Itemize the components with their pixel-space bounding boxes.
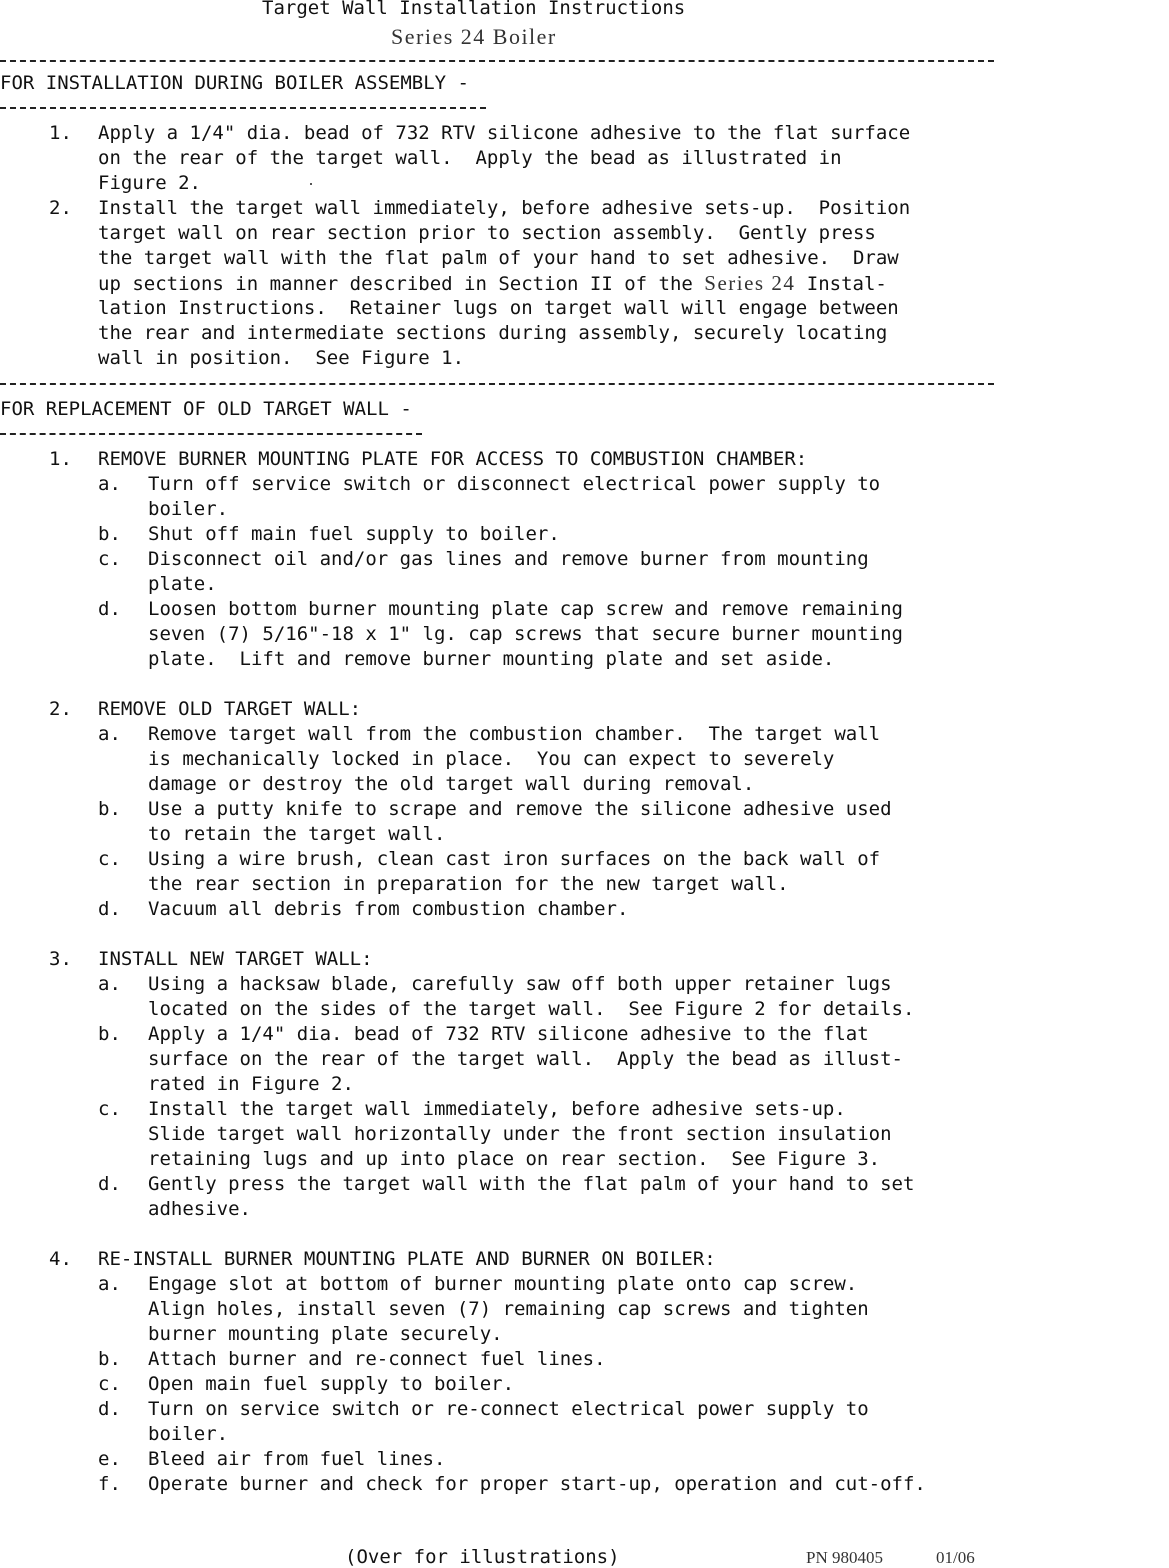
step-text-line-mixed xyxy=(98,271,887,296)
part-number: PN 980405 xyxy=(806,1548,883,1567)
item-letter: f. xyxy=(98,1473,121,1495)
item-text-line: plate. Lift and remove burner mounting plate and set aside. xyxy=(148,648,835,670)
item-letter: b. xyxy=(98,798,121,820)
step-title: REMOVE OLD TARGET WALL: xyxy=(98,698,362,720)
item-text-line: retaining lugs and up into place on rear section. See Figure 3. xyxy=(148,1148,881,1170)
step-text-line: the target wall with the flat palm of your hand to set adhesive. Draw xyxy=(98,247,899,269)
item-text-line: the rear section in preparation for the new target wall. xyxy=(148,873,789,895)
item-text-line: Using a hacksaw blade, carefully saw off both upper retainer lugs xyxy=(148,973,892,995)
heading-underline-replacement xyxy=(0,433,422,435)
step-text-line: the rear and intermediate sections during assembly, securely locating xyxy=(98,322,888,344)
item-text-line: damage or destroy the old target wall during removal. xyxy=(148,773,755,795)
item-text-line: boiler. xyxy=(148,498,229,520)
item-letter: c. xyxy=(98,848,121,870)
step-number: 2. xyxy=(49,197,72,219)
document-date: 01/06 xyxy=(936,1548,975,1567)
item-text-line: Using a wire brush, clean cast iron surfaces on the back wall of xyxy=(148,848,881,870)
item-letter: a. xyxy=(98,723,121,745)
item-text-line: Operate burner and check for proper start-up, operation and cut-off. xyxy=(148,1473,926,1495)
item-text-line: burner mounting plate securely. xyxy=(148,1323,503,1345)
item-text-line: Bleed air from fuel lines. xyxy=(148,1448,446,1470)
item-text-line: Gently press the target wall with the flat palm of your hand to set xyxy=(148,1173,915,1195)
item-text-line: is mechanically locked in place. You can expect to severely xyxy=(148,748,835,770)
document-title: Target Wall Installation Instructions xyxy=(262,0,686,19)
step-text-line: Apply a 1/4" dia. bead of 732 RTV silicone adhesive to the flat surface xyxy=(98,122,911,144)
item-text-line: surface on the rear of the target wall. Apply the bead as illust- xyxy=(148,1048,903,1070)
item-text-line: Install the target wall immediately, before adhesive sets-up. xyxy=(148,1098,846,1120)
item-text-line: Vacuum all debris from combustion chamber. xyxy=(148,898,629,920)
item-text-line: Turn off service switch or disconnect electrical power supply to xyxy=(148,473,881,495)
item-text-line: Remove target wall from the combustion chamber. The target wall xyxy=(148,723,881,745)
item-letter: d. xyxy=(98,1398,121,1420)
divider-top xyxy=(0,60,994,62)
item-text-line: adhesive. xyxy=(148,1198,251,1220)
item-text-line: to retain the target wall. xyxy=(148,823,446,845)
step-number: 2. xyxy=(49,698,72,720)
step-text-line: wall in position. See Figure 1. xyxy=(98,347,465,369)
item-text-line: Turn on service switch or re-connect electrical power supply to xyxy=(148,1398,869,1420)
item-text-line: Shut off main fuel supply to boiler. xyxy=(148,523,560,545)
series-name: Series 24 xyxy=(704,271,796,295)
item-letter: e. xyxy=(98,1448,121,1470)
step-number: 3. xyxy=(49,948,72,970)
item-text-line: Attach burner and re-connect fuel lines. xyxy=(148,1348,606,1370)
divider-middle xyxy=(0,383,994,385)
item-text-line: boiler. xyxy=(148,1423,229,1445)
item-text-line: Align holes, install seven (7) remaining cap screws and tighten xyxy=(148,1298,869,1320)
footer-note: (Over for illustrations) xyxy=(345,1546,620,1568)
item-letter: c. xyxy=(98,548,121,570)
item-letter: b. xyxy=(98,1023,121,1045)
item-letter: b. xyxy=(98,523,121,545)
item-text-line: located on the sides of the target wall. See Figure 2 for details. xyxy=(148,998,915,1020)
step-title: RE-INSTALL BURNER MOUNTING PLATE AND BURNER ON BOILER: xyxy=(98,1248,716,1270)
step-number: 4. xyxy=(49,1248,72,1270)
step-text-fragment: Instal- xyxy=(795,273,887,295)
item-letter: a. xyxy=(98,473,121,495)
item-letter: d. xyxy=(98,898,121,920)
heading-underline-assembly xyxy=(0,107,486,109)
item-text-line: Engage slot at bottom of burner mounting plate onto cap screw. xyxy=(148,1273,858,1295)
stray-mark xyxy=(310,183,312,185)
item-letter: d. xyxy=(98,598,121,620)
item-text-line: plate. xyxy=(148,573,217,595)
step-text-line: target wall on rear section prior to section assembly. Gently press xyxy=(98,222,876,244)
step-text-line: on the rear of the target wall. Apply the bead as illustrated in xyxy=(98,147,842,169)
item-letter: c. xyxy=(98,1373,121,1395)
item-letter: b. xyxy=(98,1348,121,1370)
step-text-line: Figure 2. xyxy=(98,172,201,194)
item-text-line: Loosen bottom burner mounting plate cap screw and remove remaining xyxy=(148,598,903,620)
section-heading-replacement: FOR REPLACEMENT OF OLD TARGET WALL - xyxy=(0,398,412,420)
document-subtitle: Series 24 Boiler xyxy=(391,24,557,49)
item-text-line: Use a putty knife to scrape and remove the silicone adhesive used xyxy=(148,798,892,820)
step-text-line: Install the target wall immediately, before adhesive sets-up. Position xyxy=(98,197,911,219)
item-letter: a. xyxy=(98,973,121,995)
step-text-fragment: up sections in manner described in Section II of the xyxy=(98,273,705,295)
step-title: INSTALL NEW TARGET WALL: xyxy=(98,948,373,970)
item-text-line: Apply a 1/4" dia. bead of 732 RTV silicone adhesive to the flat xyxy=(148,1023,869,1045)
step-text-line: lation Instructions. Retainer lugs on target wall will engage between xyxy=(98,297,899,319)
item-letter: d. xyxy=(98,1173,121,1195)
item-text-line: seven (7) 5/16"-18 x 1" lg. cap screws that secure burner mounting xyxy=(148,623,903,645)
step-title: REMOVE BURNER MOUNTING PLATE FOR ACCESS TO COMBUSTION CHAMBER: xyxy=(98,448,808,470)
item-text-line: Disconnect oil and/or gas lines and remove burner from mounting xyxy=(148,548,869,570)
item-text-line: rated in Figure 2. xyxy=(148,1073,354,1095)
section-heading-assembly: FOR INSTALLATION DURING BOILER ASSEMBLY - xyxy=(0,72,469,94)
item-text-line: Open main fuel supply to boiler. xyxy=(148,1373,515,1395)
item-letter: c. xyxy=(98,1098,121,1120)
step-number: 1. xyxy=(49,122,72,144)
item-letter: a. xyxy=(98,1273,121,1295)
item-text-line: Slide target wall horizontally under the front section insulation xyxy=(148,1123,892,1145)
step-number: 1. xyxy=(49,448,72,470)
